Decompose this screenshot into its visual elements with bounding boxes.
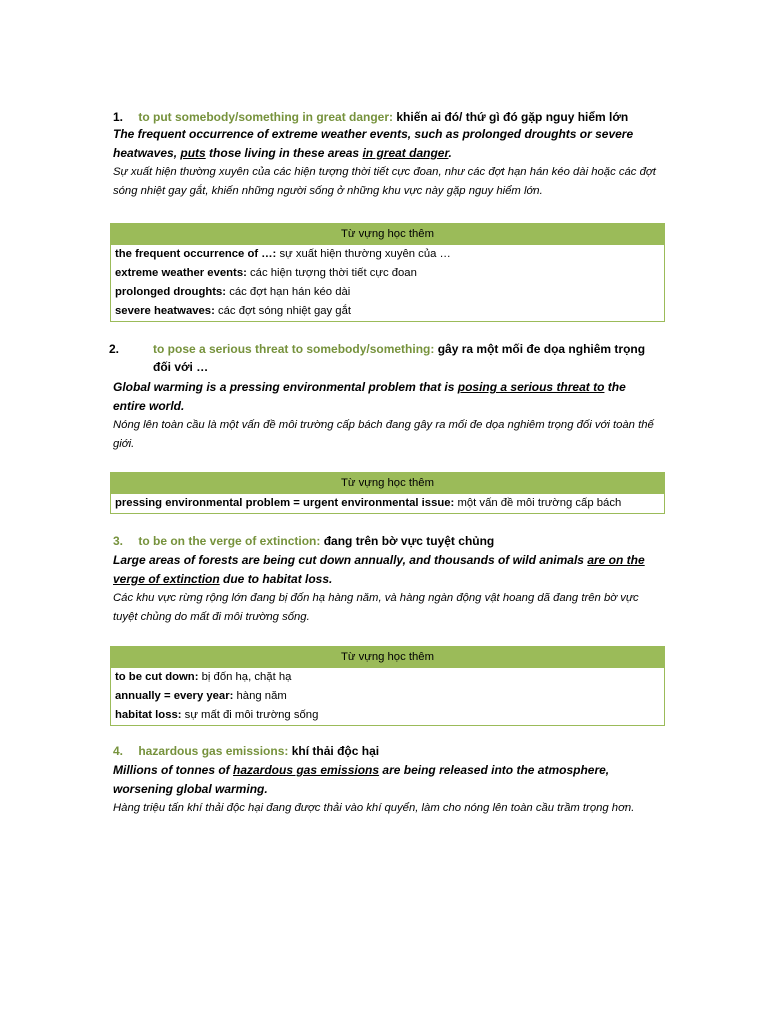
vocab-table-header: Từ vựng học thêm xyxy=(111,473,665,494)
vocab-row: extreme weather events: các hiện tượng thời tiết cực đoan xyxy=(111,264,665,283)
vocab-table-2 xyxy=(110,472,665,514)
item-meaning: khiến ai đó/ thứ gì đó gặp nguy hiểm lớn xyxy=(393,110,629,124)
vietnamese-translation: Các khu vực rừng rộng lớn đang bị đốn hạ hàng năm, và hàng ngàn động vật hoang dã đang trên bờ vực tuyệt chủng do mất đi môi trường sống. xyxy=(113,592,639,623)
vocab-item-4 xyxy=(113,743,658,818)
highlighted-phrase: posing a serious threat to xyxy=(457,380,605,394)
vocab-table-header: Từ vựng học thêm xyxy=(111,224,665,245)
vocab-row: habitat loss: sự mất đi môi trường sống xyxy=(111,706,665,726)
vietnamese-translation: Hàng triệu tấn khí thải độc hại đang được thải vào khí quyển, làm cho nóng lên toàn cầu trầm trọng hơn. xyxy=(113,802,635,814)
item-term: to be on the verge of extinction: xyxy=(138,534,321,548)
highlighted-phrase: puts xyxy=(180,146,206,160)
english-example: Large areas of forests are being cut down annually, and thousands of wild animals are on the verge of extinction due to habitat loss. xyxy=(113,553,645,586)
item-heading xyxy=(113,743,658,759)
vietnamese-translation: Sự xuất hiện thường xuyên của các hiện tượng thời tiết cực đoan, như các đợt hạn hán kéo dài hoặc các đợt sóng nhiệt gay gắt, khiến những người sống ở những khu vực này gặp nguy hiểm lớn. xyxy=(113,166,656,197)
vocab-row: annually = every year: hàng năm xyxy=(111,687,665,706)
item-meaning: đang trên bờ vực tuyệt chủng xyxy=(320,534,495,548)
vietnamese-translation: Nóng lên toàn cầu là một vấn đề môi trường cấp bách đang gây ra mối đe dọa nghiêm trọng đối với toàn thế giới. xyxy=(113,419,654,450)
highlighted-phrase: in great danger xyxy=(362,146,449,160)
item-number: 4. xyxy=(113,744,124,758)
item-term: to pose a serious threat to somebody/something: xyxy=(153,342,435,356)
vocab-row: to be cut down: bị đốn hạ, chặt hạ xyxy=(111,668,665,688)
english-example: The frequent occurrence of extreme weather events, such as prolonged droughts or severe heatwaves, puts those living in these areas in great danger. xyxy=(113,127,634,160)
vocab-row: the frequent occurrence of …: sự xuất hiện thường xuyên của … xyxy=(111,245,665,265)
vocab-row: severe heatwaves: các đợt sóng nhiệt gay gắt xyxy=(111,302,665,322)
english-example: Global warming is a pressing environmental problem that is posing a serious threat to the entire world. xyxy=(113,380,626,413)
vocab-table-3 xyxy=(110,646,665,726)
highlighted-phrase: hazardous gas emissions xyxy=(233,763,380,777)
highlighted-phrase: are on the verge of extinction xyxy=(113,553,645,586)
item-number: 3. xyxy=(113,534,124,548)
vocab-item-1 xyxy=(113,109,658,201)
vocab-item-3 xyxy=(113,533,658,627)
vocab-row: prolonged droughts: các đợt hạn hán kéo dài xyxy=(111,283,665,302)
item-heading xyxy=(109,340,658,376)
item-meaning: gây ra một mối đe dọa nghiêm trọng đối với … xyxy=(153,342,646,374)
vocab-table-1 xyxy=(110,223,665,322)
item-meaning: khí thải độc hại xyxy=(288,744,380,758)
item-term: to put somebody/something in great danger: xyxy=(138,110,394,124)
item-heading xyxy=(113,533,658,549)
item-number: 2. xyxy=(109,342,120,356)
english-example: Millions of tonnes of hazardous gas emissions are being released into the atmosphere, worsening global warming. xyxy=(113,763,610,796)
item-heading xyxy=(113,109,658,125)
item-number: 1. xyxy=(113,110,124,124)
item-term: hazardous gas emissions: xyxy=(138,744,289,758)
vocab-table-header: Từ vựng học thêm xyxy=(111,647,665,668)
vocab-row: pressing environmental problem = urgent environmental issue: một vấn đề môi trường cấp bách xyxy=(111,494,665,514)
vocab-item-2 xyxy=(109,340,658,454)
